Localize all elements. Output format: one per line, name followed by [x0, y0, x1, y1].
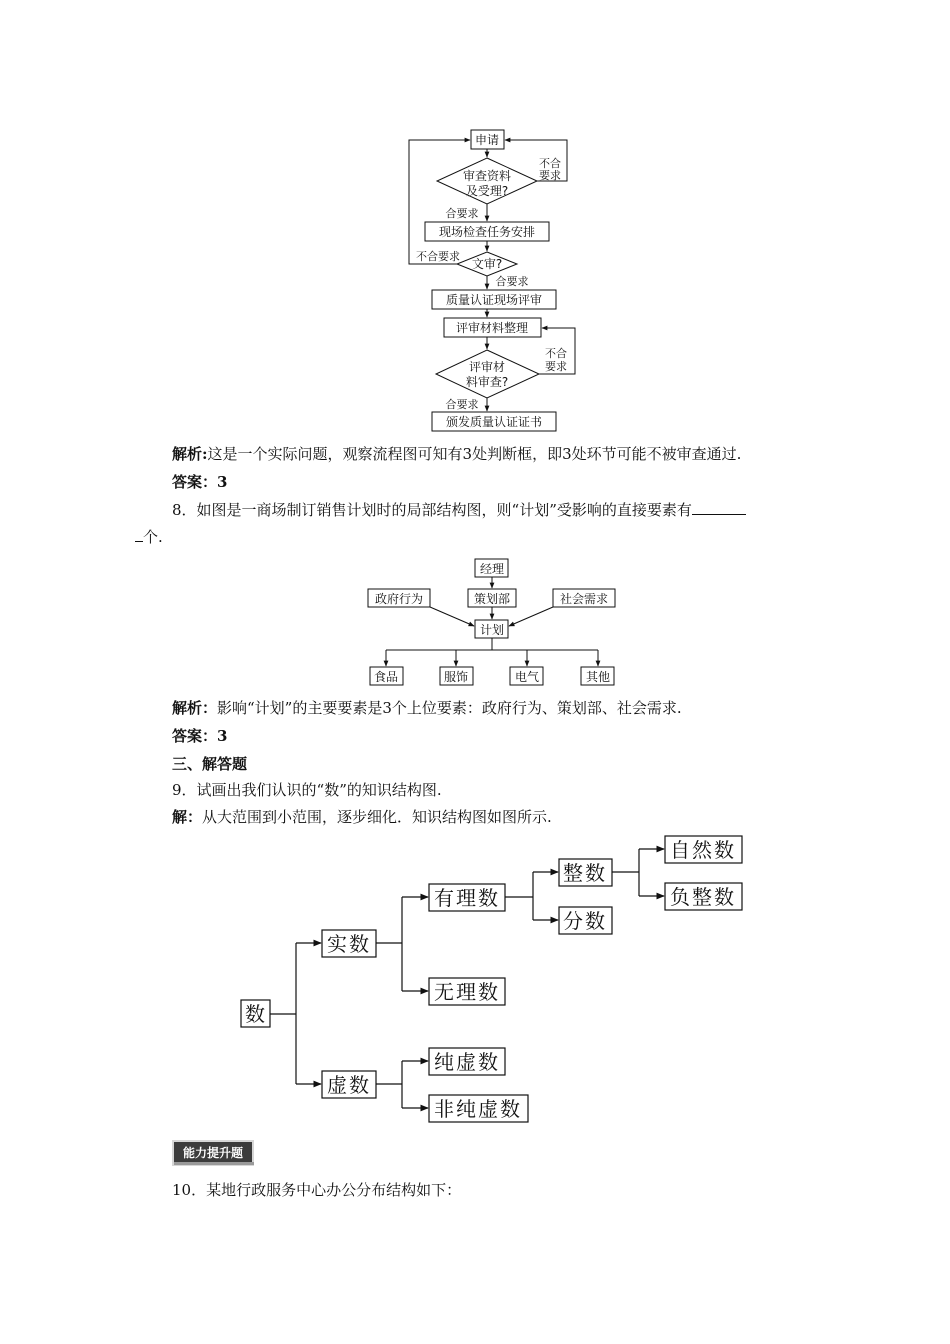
review2-label-2: 料审查?	[465, 375, 509, 389]
organize-label: 评审材料整理	[455, 321, 529, 335]
answer-1	[172, 472, 227, 492]
review-label-1: 审查资料	[462, 169, 512, 183]
social-label: 社会需求	[559, 592, 609, 606]
analysis-1-label: 解析:	[172, 445, 208, 463]
analysis-2-text: 影响“计划”的主要要素是3个上位要素：政府行为、策划部、社会需求.	[217, 699, 682, 717]
question-8	[172, 500, 746, 520]
other-label: 其他	[585, 670, 611, 684]
answer-2-value: 3	[217, 727, 228, 745]
electric-label: 电气	[514, 670, 540, 684]
issue-label: 颁发质量认证证书	[445, 415, 543, 429]
answer-1-label: 答案：	[172, 473, 218, 491]
structure-chart-plan	[0, 550, 950, 690]
onsite-label: 质量认证现场评审	[445, 293, 543, 307]
clothing-label: 服饰	[443, 670, 469, 684]
apply-label: 申请	[474, 133, 500, 147]
analysis-1-text: 这是一个实际问题，观察流程图可知有3处判断框，即3处环节可能不被审查通过.	[207, 445, 742, 463]
analysis-2	[172, 698, 682, 718]
fail-label-2a: 不合	[545, 347, 567, 360]
analysis-1	[172, 444, 741, 464]
doc-label: 文审?	[471, 257, 503, 271]
analysis-2-label: 解析：	[172, 699, 218, 717]
section-heading: 三、解答题	[172, 755, 248, 773]
answer-blank-cont[interactable]	[135, 527, 143, 542]
natural-label: 自然数	[670, 838, 736, 862]
answer-2-label: 答案：	[172, 727, 218, 745]
plan-label: 计划	[479, 623, 505, 637]
real-label: 实数	[327, 932, 371, 956]
number-structure-tree	[0, 830, 950, 1130]
gov-label: 政府行为	[374, 592, 424, 606]
pass-label-1: 合要求	[445, 207, 479, 220]
decision-review2	[436, 350, 539, 398]
pass-label-3: 合要求	[445, 398, 479, 411]
fraction-label: 分数	[563, 909, 607, 933]
review-label-2: 及受理?	[465, 184, 509, 198]
plan-dept-label: 策划部	[473, 592, 511, 606]
integer-label: 整数	[563, 861, 607, 885]
fail-inline-label: 不合要求	[416, 250, 460, 263]
number-label: 数	[245, 1002, 267, 1026]
badge-label: 能力提升题	[182, 1146, 244, 1160]
manager-label: 经理	[479, 562, 505, 576]
answer-blank[interactable]	[692, 500, 746, 515]
answer-1-value: 3	[217, 473, 228, 491]
pure-imag-label: 纯虚数	[434, 1050, 500, 1074]
question-10: 10．某地行政服务中心办公分布结构如下：	[172, 1181, 462, 1199]
imag-label: 虚数	[327, 1073, 371, 1097]
solution-9	[172, 807, 552, 827]
question-8-tail	[135, 527, 163, 547]
rational-label: 有理数	[434, 886, 500, 910]
pass-label-2: 合要求	[495, 275, 529, 288]
food-label: 食品	[373, 670, 399, 684]
negative-label: 负整数	[670, 885, 736, 909]
fail-label-1b: 要求	[539, 169, 561, 182]
solution-9-text: 从大范围到小范围，逐步细化．知识结构图如图所示.	[202, 808, 552, 826]
fail-label-2b: 要求	[545, 360, 567, 373]
answer-2	[172, 726, 227, 746]
question-9: 9．试画出我们认识的“数”的知识结构图.	[172, 781, 442, 799]
review2-label-1: 评审材	[468, 360, 506, 374]
fail-label-1a: 不合	[539, 157, 561, 170]
question-8-tail-text: 个.	[143, 528, 163, 546]
question-8-text: 8．如图是一商场制订销售计划时的局部结构图，则“计划”受影响的直接要素有	[172, 501, 692, 519]
nonpure-imag-label: 非纯虚数	[434, 1097, 522, 1121]
irrational-label: 无理数	[434, 980, 500, 1004]
arrange-label: 现场检查任务安排	[438, 225, 536, 239]
flowchart-certification	[0, 0, 950, 440]
solution-9-label: 解：	[172, 808, 203, 826]
ability-badge	[172, 1140, 254, 1166]
